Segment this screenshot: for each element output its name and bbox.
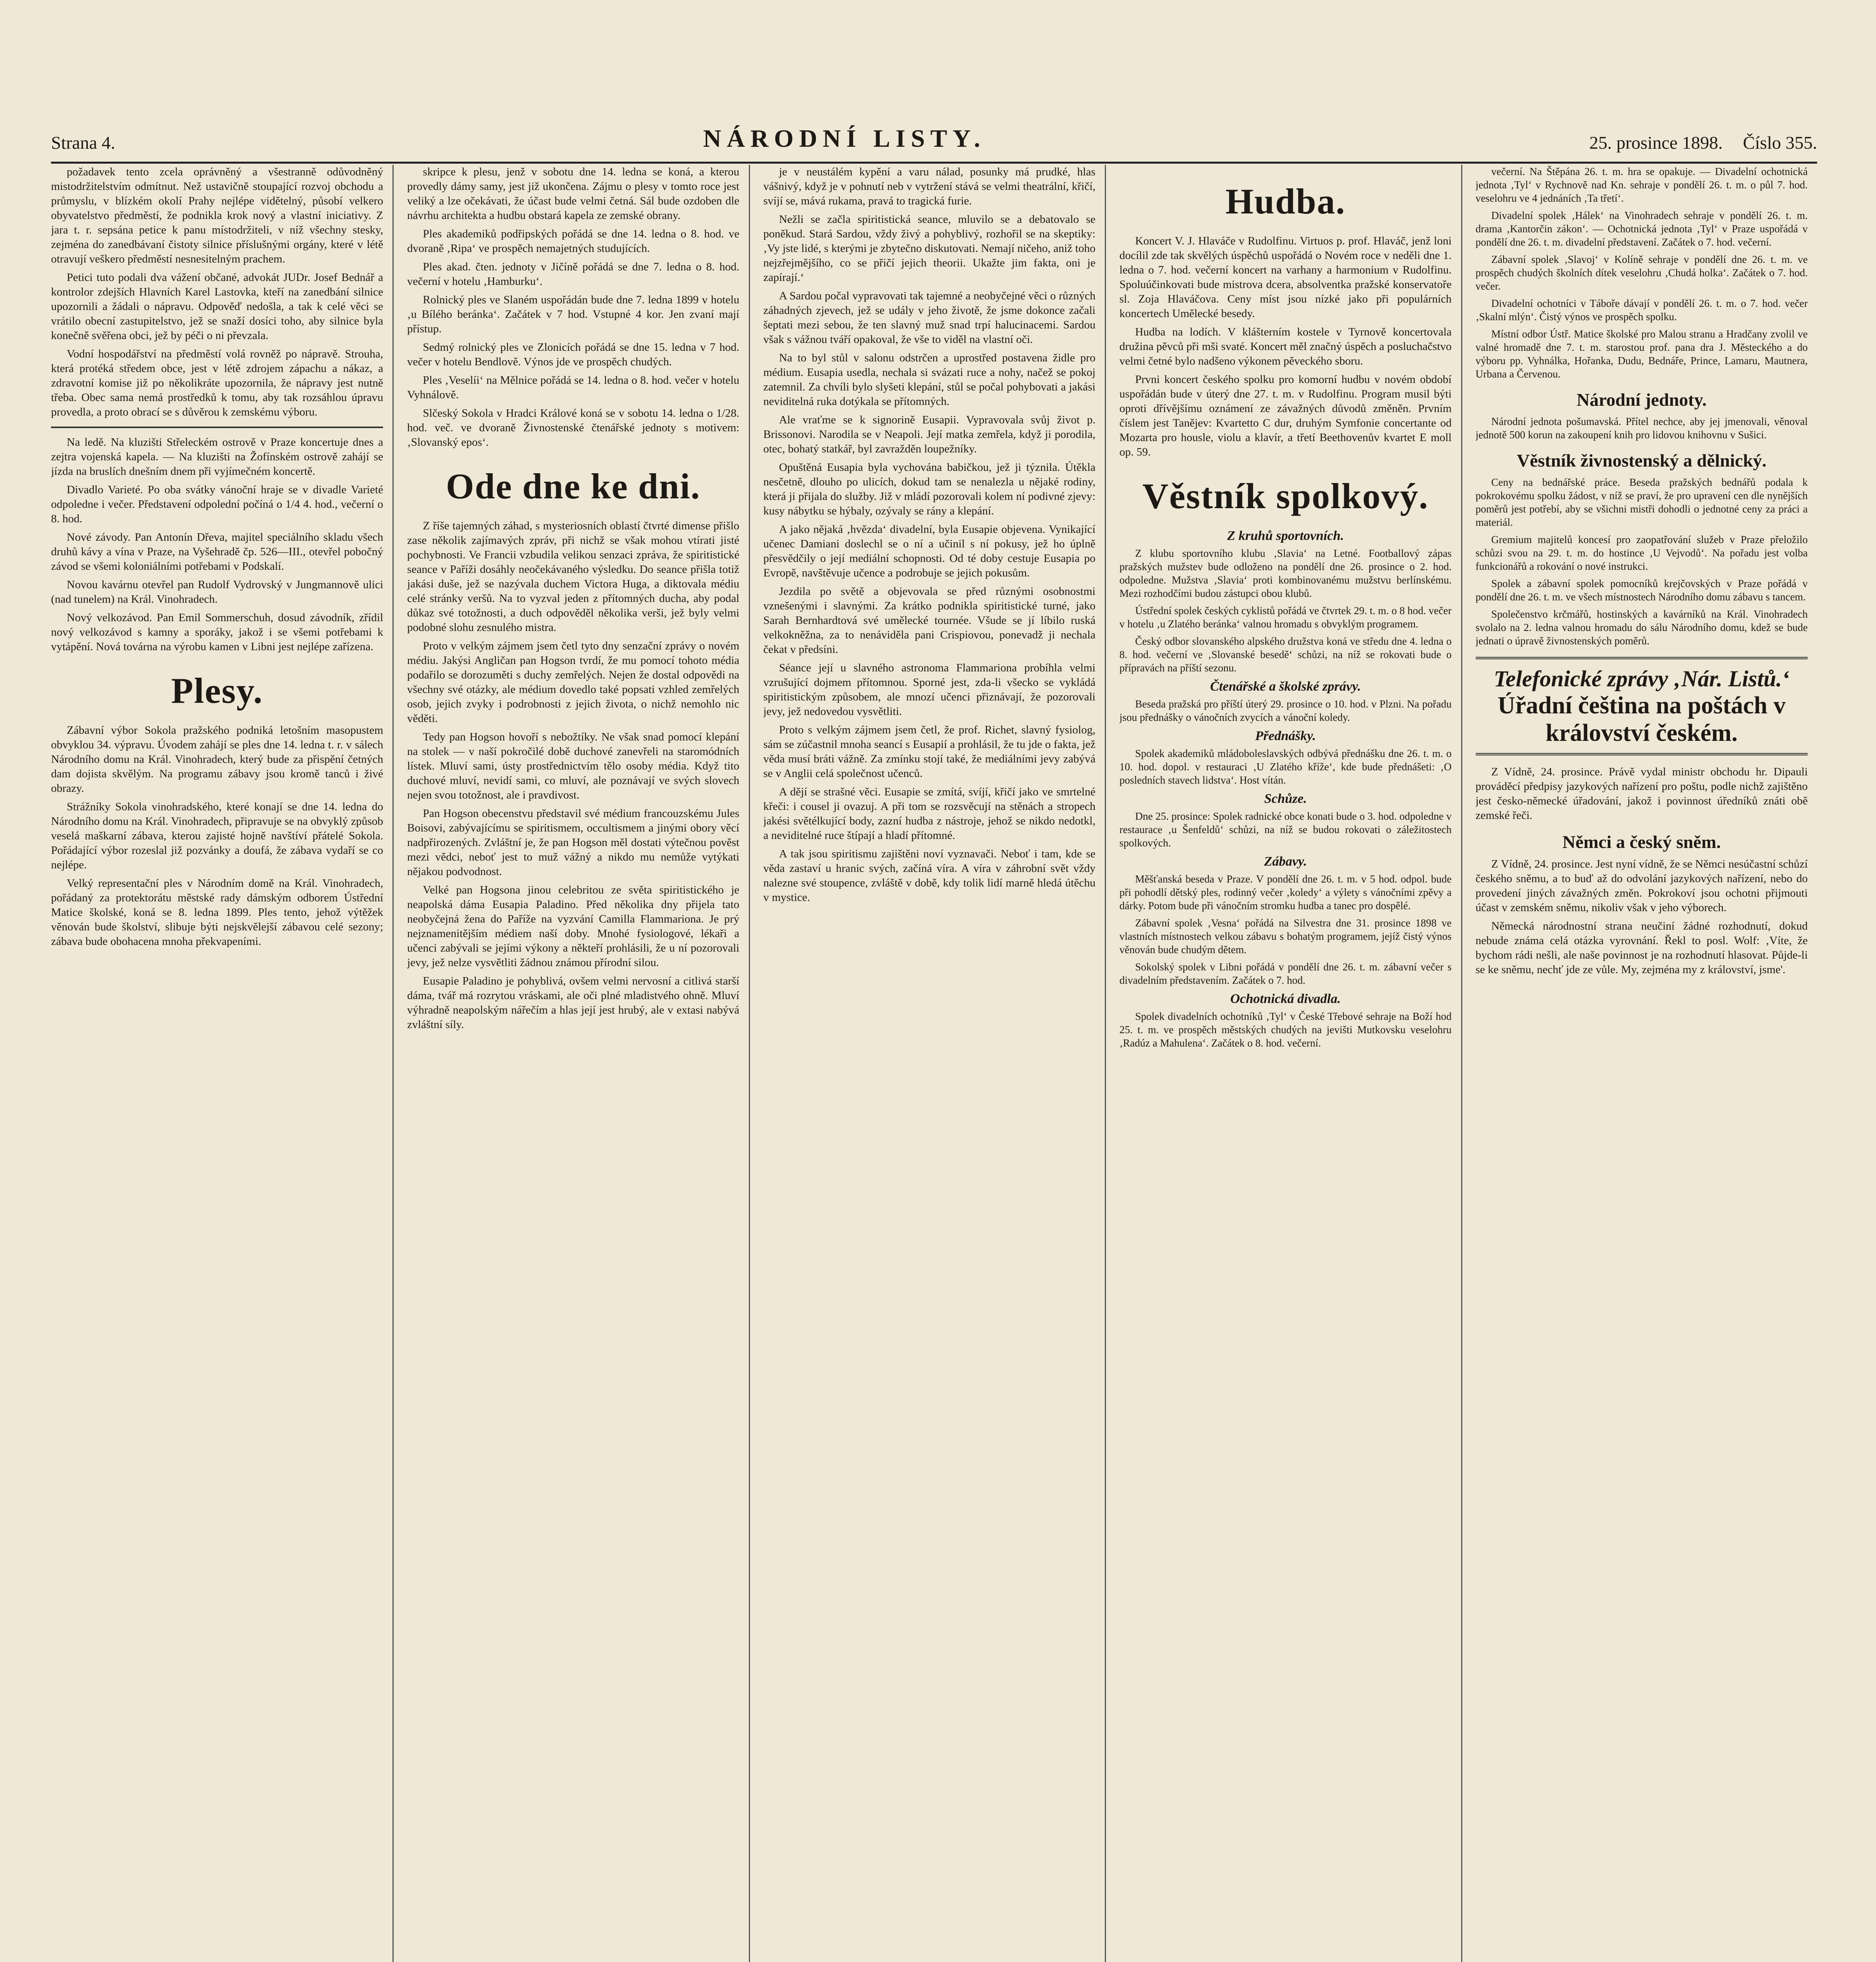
- section-heading-plesy: Plesy.: [171, 671, 263, 711]
- article-paragraph: Velké pan Hogsona jinou celebritou ze světa spiritistického je neapolská dáma Eusapia Paladino. Před několika dny přijela tato neobyčejná žena do Paříže na vyzvání Camilla Flammariona. Je prý nejznamenitějším médiem naší doby. Mnohé fysiologové, lékaři a učenci zabývali se jejími výkony a někteří prohlásili, že u ní pozorovali jevy, jež nelze vysvětliti žádnou známou přírodní silou.: [407, 884, 739, 969]
- article-paragraph: skripce k plesu, jenž v sobotu dne 14. ledna se koná, a kterou provedly dámy samy, jest již ukončena. Zájmu o plesy v tomto roce jest veliký a lze očekávati, že účast bude velmi četná. Sál bude ozdoben dle návrhu architekta a hudbu obstará kapela ze zemské obrany.: [407, 166, 739, 222]
- article-paragraph: Gremium majitelů koncesí pro zaopatřování služeb v Praze přeložilo schůzi svou na 29. t. m. do hostince ‚U Vejvodů‘. Na pořadu jest volba funkcionářů a rokování o nové instrukci.: [1475, 534, 1808, 572]
- article-paragraph: Koncert V. J. Hlaváče v Rudolfinu. Virtuos p. prof. Hlaváč, jenž loni docílil zde tak skvělých úspěchů uspořádá o Novém roce v neděli dne 1. ledna o 7. hod. večerní koncert na varhany a harmonium v Rudolfinu. Spoluúčinkovati bude mistrova dcera, absolventka pražské konservatoře sl. Zoja Hlaváčova. Ceny míst jsou nízké jako při populárních koncertech Umělecké besedy.: [1119, 235, 1452, 320]
- subheading-schuze: Schůze.: [1264, 791, 1307, 806]
- article-paragraph: Eusapie Paladino je pohyblivá, ovšem velmi nervosní a citlivá starší dáma, tvář má rozrytou vráskami, ale oči plné mladistvého ohně. Mluví výhradně neapolským nářečím a hlas její jest hrubý, ale v extasi nabývá zvláštní síly.: [407, 975, 739, 1031]
- column-3: [763, 165, 1106, 1962]
- article-paragraph: Dne 25. prosince: Spolek radnické obce konati bude o 3. hod. odpoledne v restaurace ‚u Šenfeldů‘ schůzi, na níž se budou rokovati o záležitostech spolkových.: [1119, 810, 1452, 849]
- article-paragraph: Český odbor slovanského alpského družstva koná ve středu dne 4. ledna o 8. hod. večerní ve ‚Slovanské besedě‘ schůzi, na níž se rokovati bude o přípravách na příští sezonu.: [1119, 635, 1452, 674]
- issue-info: [1573, 132, 1817, 153]
- issue-date: 25. prosince 1898.: [1589, 133, 1723, 153]
- article-paragraph: Velký representační ples v Národním domě na Král. Vinohradech, pořádaný za protektorátu městské rady dámským odborem Ústřední Matice školské, koná se 8. ledna 1899. Ples tento, jehož výtěžek věnován bude školství, slibuje býti nejskvělejší zábavou celé sezony; zábava bude obohacena mnoha překvapeními.: [51, 877, 383, 948]
- article-paragraph: Z Vídně, 24. prosince. Právě vydal ministr obchodu hr. Dipauli prováděcí předpisy jazykových nařízení pro poštu, podle nichž zajištěno jest česko-německé úřadování, jakož i povinnost úředníků znáti obě zemské řeči.: [1475, 766, 1808, 822]
- article-paragraph: Divadlo Varieté. Po oba svátky vánoční hraje se v divadle Varieté odpoledne i večer. Představení odpolední počíná o 1/4 4. hod., večerní o 8. hod.: [51, 483, 383, 525]
- page-number: Strana 4.: [51, 133, 115, 153]
- newspaper-title: NÁRODNÍ LISTY.: [703, 124, 986, 152]
- article-paragraph: Jezdila po světě a objevovala se před různými osobnostmi vznešenými i slavnými. Za krátko podnikla spiritistické turné, jako Sarah Bernhardtová své umělecké tournée. Všude se jí líbilo ruská velkokněžna, za to nenáviděla pani Crispiovou, ponevadž ji nechala čekat v předsíni.: [763, 585, 1096, 656]
- article-paragraph: Petici tuto podali dva vážení občané, advokát JUDr. Josef Bednář a kontrolor zdejších Hlavních Karel Lastovka, kteří na zanedbání silnice upozornili a žádali o nápravu. Odpověď nedošla, a tak k celé věci se vrátilo obecní zastupitelstvo, jež se snaží dosíci toho, aby silnice byla konečně svěřena obci, jež by péči o ni převzala.: [51, 271, 383, 342]
- article-paragraph: Proto s velkým zájmem jsem četl, že prof. Richet, slavný fysiolog, sám se zúčastnil mnoha seancí s Eusapií a prohlásil, že tu jde o fakta, jež věda musí bráti vážně. Za zmínku stojí také, že mediálními jevy zabývá se v Anglii celá společnost učenců.: [763, 724, 1096, 780]
- telephone-news-title: Telefonické zprávy ‚Nár. Listů.‘: [1494, 666, 1790, 691]
- article-paragraph: Ples akademiků podřipských pořádá se dne 14. ledna o 8. hod. ve dvoraně ‚Ripa‘ ve prospěch nemajetných studujících.: [407, 228, 739, 255]
- article-paragraph: Místní odbor Ústř. Matice školské pro Malou stranu a Hradčany zvolil ve valné hromadě dne 7. t. m. starostou prof. pana dra J. Městeckého a do výboru pp. Vyhnálka, Hořanka, Dudu, Bednáře, Prince, Lamaru, Mautnera, Urbana a Červenou.: [1475, 328, 1808, 380]
- telephone-news-header: [1476, 657, 1808, 755]
- article-paragraph: Prvni koncert českého spolku pro komorní hudbu v novém období uspořádán bude v úterý dne 27. t. m. v Rudolfinu. Program musil býti oproti dřívějšímu oznámení ze závažných důvodů změněn. Prvním číslem jest Tanějev: Kvartetto C dur, druhým Symfonie concertante od Mozarta pro housle, violu a klavír, a třetí Beethovenův kvartet E moll op. 59.: [1119, 373, 1452, 458]
- article-paragraph: Zábavní spolek ‚Vesna‘ pořádá na Silvestra dne 31. prosince 1898 ve vlastních místnostech velkou zábavu s bohatým programem, jejíž čistý výnos věnován bude chudým dětem.: [1119, 917, 1452, 955]
- issue-number: Číslo 355.: [1743, 133, 1817, 153]
- article-paragraph: je v neustálém kypění a varu nálad, posunky má prudké, hlas vášnivý, když je v pohnutí neb v vytržení stává se velmi theatrální, křičí, svíjí se, mává rukama, pravá to tragická furie.: [763, 166, 1096, 207]
- section-heading-hudba: Hudba.: [1225, 181, 1346, 221]
- article-paragraph: Na to byl stůl v salonu odstrčen a uprostřed postavena židle pro médium. Eusapia usedla, nechala si svázati ruce a nohy, načež se pokoj zatemnil. Za chvíli bylo slyšeti klepání, stůl se počal pohybovati a jakási neviditelná ruka dotýkala se přítomných.: [763, 352, 1096, 408]
- article-paragraph: Měšťanská beseda v Praze. V pondělí dne 26. t. m. v 5 hod. odpol. bude při pohodlí dětský ples, rodinný večer ‚koledy‘ a výlety s vánočními zpěvy a dárky. Potom bude při vánočním stromku hudba a tanec pro dospělé.: [1119, 873, 1452, 912]
- section-heading-ode-dne: Ode dne ke dni.: [446, 466, 701, 506]
- article-paragraph: Spolek akademiků mládoboleslavských odbývá přednášku dne 26. t. m. o 10. hod. dopol. v restauraci ‚U Zlatého kříže‘, kde bude přednášeti: ‚O posledních stavech lidstva‘. Host vítán.: [1119, 748, 1452, 786]
- section-heading-narodni-jednoty: Národní jednoty.: [1577, 390, 1707, 410]
- article-paragraph: Nový velkozávod. Pan Emil Sommerschuh, dosud závodník, zřídil nový velkozávod s kamny a sporáky, jakož i se všemi potřebami k vytápění. Nová továrna na výrobu kamen v Libni jest nejlépe zařízena.: [51, 611, 383, 653]
- subheading-prednasky: Přednášky.: [1255, 729, 1316, 743]
- subheading-zabavy: Zábavy.: [1264, 854, 1307, 869]
- article-paragraph: Ale vraťme se k signorině Eusapii. Vypravovala svůj život p. Brissonovi. Narodila se v Neapoli. Její matka zemřela, když ji porodila, otec, bohatý statkář, byl zavražděn loupežníky.: [763, 414, 1096, 455]
- article-paragraph: Na ledě. Na kluzišti Střeleckém ostrově v Praze koncertuje dnes a zejtra vojenská kapela. — Na kluzišti na Žofínském ostrově zahájí se jízda na bruslích dnešním dnem při vyjímečném koncertě.: [51, 436, 383, 478]
- article-paragraph: Z klubu sportovního klubu ‚Slavia‘ na Letné. Footballový zápas pražských mužstev bude odloženo na pondělí dne 26. prosince o 2. hod. odpoledne. Mužstva ‚Slavia‘ proti kombinovanému mužstvu berlínskému. Mezi rozhodčími budou zástupci obou klubů.: [1119, 547, 1452, 599]
- article-paragraph: Zábavní výbor Sokola pražského podniká letošním masopustem obvyklou 34. výpravu. Úvodem zahájí se ples dne 14. ledna t. r. v sálech Národního domu na Král. Vinohradech, který bude za přispění četných dam dojista skvělým. Na programu zábavy jsou kromě tanců i živé obrazy.: [51, 724, 383, 795]
- article-paragraph: Německá národnostní strana neučiní žádné rozhodnutí, dokud nebude známa celá otázka vyrovnání. Řekl to posl. Wolf: ‚Víte, že bychom rádi nešli, ale naše povinnost je na rozhodnutí hlasovat. Půjde-li se ke sněmu, nechť jde ze vůle. My, zejména my z království, jsme'.: [1475, 920, 1808, 976]
- article-paragraph: Národní jednota pošumavská. Přítel nechce, aby jej jmenovali, věnoval jednotě 500 korun na zakoupení knih pro lidovou knihovnu v Sušici.: [1475, 416, 1808, 441]
- column-2: [407, 165, 750, 1962]
- section-heading-vestnik: Věstník spolkový.: [1142, 476, 1429, 516]
- article-paragraph: Ples akad. čten. jednoty v Jičíně pořádá se dne 7. ledna o 8. hod. večerní v hotelu ‚Hamburku‘.: [407, 261, 739, 288]
- article-paragraph: Nežli se začla spiritistická seance, mluvilo se a debatovalo se poněkud. Stará Sardou, vždy živý a pohyblivý, rozhořil se na skeptiky: ‚Vy jste lidé, s kterými je zbytečno diskutovati. Nemají ničeho, aniž toho nejzřejmějšího, co se přičí jejich theorii. Ukažte jim fakta, oni je zapírají.‘: [763, 213, 1096, 284]
- article-paragraph: Proto v velkým zájmem jsem četl tyto dny senzační zprávy o novém médiu. Jakýsi Angličan pan Hogson tvrdí, že mu pomocí tohoto média podařilo se dorozuměti s duchy zemřelých. Nejen že dostal odpovědi na všechny své otázky, ale médium dovedlo také popsati vzhled zemřelých osob, jejich zvyky i podrobnosti z jejich života, o nichž nemohlo nic věděti.: [407, 640, 739, 725]
- article-paragraph: Vodní hospodářství na předměstí volá rovněž po nápravě. Strouha, která protéká středem obce, jest v létě zdrojem zápachu a nákaz, a zdravotní komise již po několikráte upozornila, že nápravy jest nutně třeba. Obec sama nemá prostředků k tomu, aby tak rozsáhlou úpravu provedla, a proto obrací se s důvěrou k zemskému výboru.: [51, 348, 383, 418]
- article-paragraph: požadavek tento zcela oprávněný a všestranně odůvodněný mistodržitelstvím odmítnut. Než ustavičně stoupající rozvoj obchodu a průmyslu, v blízkém okolí Prahy nejlépe vidětelný, působí velkero obyvatelstvo předměstí, že podnikla krok nový a vlastní iniciativy. Z jara t. r. sepsána petice k panu místodržiteli, v níž všechny stesky, zejména do zanedbávaní čistoty silnice příslušnými orgány, které v létě otravují veškero předměstí nesnesitelným prachem.: [51, 166, 383, 265]
- article-paragraph: Tedy pan Hogson hovoří s nebožtíky. Ne však snad pomocí klepání na stolek — v naší pokročilé době duchové zanevřeli na staromódních lístek. Mluví sami, ústy prostřednictvím tělo osoby média. Když tito duchové mluví, nevidí sami, co mluví, ale poznávají ve svých slovech nejen svou totožnost, ale i pravdivost.: [407, 731, 739, 801]
- article-paragraph: Spolek divadelních ochotníků ‚Tyl‘ v České Třebové sehraje na Boží hod 25. t. m. ve prospěch městských chudých na jevišti Mutkovsku veselohru ‚Radúz a Mahulena‘. Začátek o 8. hod. večerní.: [1119, 1010, 1452, 1049]
- subheading-sport: Z kruhů sportovních.: [1227, 529, 1344, 543]
- masthead: [51, 98, 1817, 164]
- article-paragraph: Séance její u slavného astronoma Flammariona probíhla velmi vzrušující dojmem přítomnou. Sporné jest, zda-li všecko se vykládá spiritistickým způsobem, ale mnozí učenci přiznávají, že pozorovali jevy, jež nedovedou vysvětliti.: [763, 662, 1096, 718]
- article-paragraph: Ústřední spolek českých cyklistů pořádá ve čtvrtek 29. t. m. o 8 hod. večer v hotelu ‚u Zlatého beránka‘ valnou hromadu s obvyklým programem.: [1119, 605, 1452, 630]
- article-paragraph: Společenstvo krčmářů, hostinských a kavárníků na Král. Vinohradech svolalo na 2. ledna valnou hromadu do sálu Národního domu, kdež se bude jednati o úpravě živnostenských poměrů.: [1475, 608, 1808, 647]
- article-paragraph: A Sardou počal vypravovati tak tajemné a neobyčejné věci o různých záhadných zjevech, jež se udály v jeho životě, že jsme dokonce začali šeptati mezi sebou, že ten slavný muž snad trpí halucinacemi. Sardou však s vážnou tváří opakoval, že vše to viděl na vlastní oči.: [763, 290, 1096, 346]
- article-paragraph: Ceny na bednářské práce. Beseda pražských bednářů podala k pokrokovému spolku žádost, v níž se praví, že pro upravení cen dle nynějších poměrů jest potřebí, aby se všichni mistři dohodli o jednotné ceny za práci a materiál.: [1475, 476, 1808, 528]
- column-5: [1476, 165, 1817, 1962]
- article-paragraph: Divadelní spolek ‚Hálek‘ na Vinohradech sehraje v pondělí 26. t. m. drama ‚Kantorčin zákon‘. — Ochotnická jednota ‚Tyl‘ v Praze uspořádá v pondělí dne 26. t. m. divadelní představení. Začátek o 7. hod. večerní.: [1475, 210, 1808, 248]
- article-paragraph: Slčeský Sokola v Hradci Králové koná se v sobotu 14. ledna o 1/28. hod. več. ve dvoraně Živnostenské čtenářské jednoty s motivem: ‚Slovanský epos‘.: [407, 407, 739, 449]
- article-paragraph: A dějí se strašné věci. Eusapie se zmítá, svíjí, křičí jako ve smrtelné křeči: i cousel ji ovazuj. A při tom se rozsvěcují na stěnách a stropech jakési světélkující body, zazní hudba z nástroje, jehož se nikdo nedotkl, a neviditelné ruce štípají a hladí přítomné.: [763, 786, 1096, 842]
- section-heading-zivnostensky: Věstník živnostenský a dělnický.: [1516, 450, 1767, 470]
- article-paragraph: A jako nějaká ‚hvězda‘ divadelní, byla Eusapie objevena. Vynikající učenec Damiani doslechl se o ní a učinil s ní pokusy, jež ho úplně přesvědčily o její mediální schopnosti. Od té doby cestuje Eusapia po Evropě, navštěvuje učence a podrobuje se jejich pokusům.: [763, 523, 1096, 579]
- article-paragraph: Beseda pražská pro příští úterý 29. prosince o 10. hod. v Plzni. Na pořadu jsou přednášky o vánočních zvycích a vánoční koledy.: [1119, 698, 1452, 723]
- article-paragraph: Rolnický ples ve Slaném uspořádán bude dne 7. ledna 1899 v hotelu ‚u Bílého beránka‘. Začátek v 7 hod. Vstupné 4 kor. Jen zvaní mají přístup.: [407, 294, 739, 335]
- article-paragraph: Pan Hogson obecenstvu představil své médium francouzskému Jules Boisovi, zabývajícímu se spiritismem, occultismem a jinými obory věcí nadpřirozených. Zvláštní je, že pan Hogson měl dostati výtečnou pověst mezi vědci, neboť jest to muž vážný a nikdo mu nemůže vytýkati nějakou podvodnost.: [407, 807, 739, 878]
- divider: [51, 427, 383, 428]
- article-paragraph: Strážníky Sokola vinohradského, které konají se dne 14. ledna do Národního domu na Král. Vinohradech, připravuje se na obvyklý způsob veselá maškarní zábava, kterou zajisté hojně navštíví přátelé Sokola. Pořádající výbor rozeslal již pozvánky a doufá, že zábava vydaří se co nejlépe.: [51, 800, 383, 871]
- article-paragraph: Z Vídně, 24. prosince. Jest nyní vídně, že se Němci nesúčastní schůzí českého sněmu, a to buď až do odvolání jazykových nařízení, nebo do provedení jiných závažných změn. Pokrokoví jsou ochotni přijmouti účast v zemském sněmu, nikoliv však v jeho výborech.: [1475, 858, 1808, 914]
- article-paragraph: Nové závody. Pan Antonín Dřeva, majitel speciálního skladu všech druhů kávy a vína v Praze, na Vyšehradě čp. 526—III., otevřel pobočný závod se všemi koloniálními potřebami v Podskalí.: [51, 531, 383, 573]
- article-paragraph: večerní. Na Štěpána 26. t. m. hra se opakuje. — Divadelní ochotnická jednota ‚Tyl‘ v Rychnově nad Kn. sehraje v pondělí 26. t. m. o půl 7. hod. veselohru ve 4 jednáních ‚Ta třetí‘.: [1475, 166, 1808, 204]
- article-paragraph: Sedmý rolnický ples ve Zlonicích pořádá se dne 15. ledna v 7 hod. večer v hotelu Bendlově. Výnos jde ve prospěch chudých.: [407, 341, 739, 368]
- column-1: [51, 165, 394, 1962]
- columns: [51, 165, 1817, 1962]
- article-paragraph: Divadelní ochotníci v Táboře dávají v pondělí 26. t. m. o 7. hod. večer ‚Skalní mlýn‘. Čistý výnos ve prospěch spolku.: [1475, 297, 1808, 323]
- telephone-news-headline: Úřadní čeština na poštách v království českém.: [1497, 692, 1786, 746]
- column-4: [1119, 165, 1462, 1962]
- article-paragraph: Zábavní spolek ‚Slavoj‘ v Kolíně sehraje v pondělí dne 26. t. m. ve prospěch chudých školních dítek veselohru ‚Chudá holka‘. Začátek o 7. hod. večer.: [1475, 253, 1808, 292]
- article-paragraph: Novou kavárnu otevřel pan Rudolf Vydrovský v Jungmannově ulici (nad tunelem) na Král. Vinohradech.: [51, 578, 383, 605]
- article-paragraph: Opuštěná Eusapia byla vychována babičkou, jež ji týznila. Útěkla nesčetně, dlouho po ulicích, dokud tam se nenalezla u nějaké rodiny, která ji přijala do služby. Již v mládí pozorovali kolem ní podivné zjevy: kusy nábytku se hýbaly, ozývaly se rány a klepání.: [763, 461, 1096, 517]
- subheading-ochotnicka: Ochotnická divadla.: [1230, 992, 1341, 1006]
- article-paragraph: Sokolský spolek v Libni pořádá v pondělí dne 26. t. m. zábavní večer s divadelním představením. Začátek o 7. hod.: [1119, 961, 1452, 986]
- subheading-nemci: Němci a český sněm.: [1562, 832, 1721, 852]
- article-paragraph: Spolek a zábavní spolek pomocníků krejčovských v Praze pořádá v pondělí dne 26. t. m. ve všech místnostech Národního domu zábavu s tancem.: [1475, 578, 1808, 603]
- article-paragraph: A tak jsou spiritismu zajištěni noví vyznavači. Neboť i tam, kde se věda zastaví u hranic svých, začíná víra. A víra v záhrobní svět vždy nalezne své stoupence, zvláště v době, kdy tolik lidí marně hledá útěchu v mystice.: [763, 848, 1096, 904]
- article-paragraph: Ples ‚Veselíi‘ na Mělnice pořádá se 14. ledna o 8. hod. večer v hotelu Vyhnálově.: [407, 374, 739, 401]
- article-paragraph: Z říše tajemných záhad, s mysteriosních oblastí čtvrté dimense přišlo zase několik zajímavých zpráv, při nichž se však mohou vtírati jisté pochybnosti. Ve Francii vzbudila velikou senzaci zpráva, že spiritistické seance v Paříži dosáhly neočekávaného výsledku. Do seance přišla totiž jakási duše, jež se nazývala duchem Victora Huga, a diktovala médiu celé stránky veršů. Na to vyzval jeden z přítomných ducha, aby podal důkaz své totožnosti, a duch odpověděl několika verši, jež byly velmi podobné slohu zesnulého mistra.: [407, 520, 739, 634]
- article-paragraph: Hudba na lodích. V klášterním kostele v Tyrnově koncertovala družina pěvců při mši svaté. Koncert měl značný úspěch a posluchačstvo velmi četné bylo nadšeno výkonem pěveckého sboru.: [1119, 326, 1452, 367]
- subheading-ctenarske: Čtenářské a školské zprávy.: [1210, 679, 1361, 694]
